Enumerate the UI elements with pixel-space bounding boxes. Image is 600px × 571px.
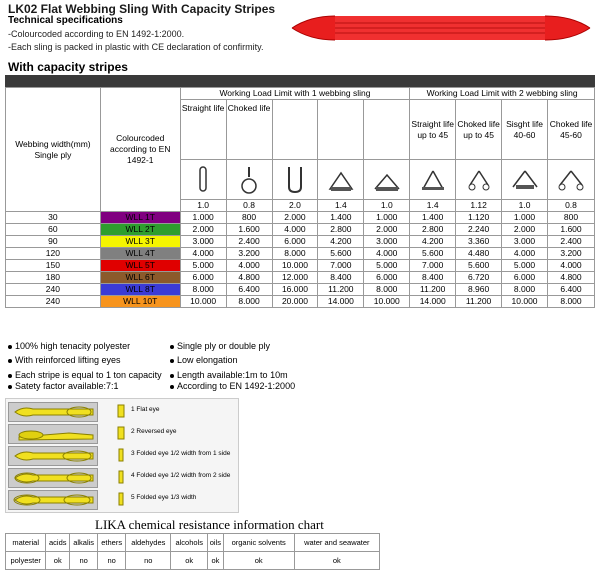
value-cell: 5.600 [318, 248, 364, 260]
chem-header-cell: oils [208, 534, 224, 552]
chem-value-cell: ok [223, 552, 294, 570]
chem-value-cell: no [98, 552, 126, 570]
value-cell: 12.000 [272, 272, 318, 284]
table-row [6, 212, 595, 224]
eye-types-panel [5, 398, 239, 513]
value-cell: 2.400 [226, 236, 272, 248]
value-cell: 6.400 [226, 284, 272, 296]
wll-colour-cell: WLL 5T [100, 260, 180, 272]
value-cell: 2.400 [548, 236, 595, 248]
wll-colour-cell: WLL 3T [100, 236, 180, 248]
value-cell: 1.600 [548, 224, 595, 236]
value-cell: 2.000 [180, 224, 226, 236]
value-cell: 2.800 [318, 224, 364, 236]
feature-item: Single ply or double ply [170, 341, 270, 351]
subhead: Choked life up to 45 [456, 100, 502, 160]
chem-title: LIKA chemical resistance information chart [95, 517, 324, 532]
table-row [6, 272, 595, 284]
value-cell: 8.000 [364, 284, 410, 296]
feature-item: 100% high tenacity polyester [8, 341, 130, 351]
basket-lift-icon [272, 160, 318, 200]
value-cell: 4.480 [456, 248, 502, 260]
value-cell: 4.000 [272, 224, 318, 236]
value-cell: 14.000 [410, 296, 456, 308]
eye-label: 1 Flat eye [131, 406, 160, 413]
value-cell: 5.600 [456, 260, 502, 272]
reversed-eye-icon [117, 426, 125, 440]
subhead [364, 100, 410, 160]
choked-lift-icon [226, 160, 272, 200]
page-title: LK02 Flat Webbing Sling With Capacity Stripes [8, 2, 276, 16]
width-cell: 180 [6, 272, 101, 284]
capacity-table [5, 87, 595, 308]
value-cell: 6.000 [272, 236, 318, 248]
value-cell: 4.000 [364, 248, 410, 260]
subhead: Straight life [180, 100, 226, 160]
value-cell: 8.000 [548, 296, 595, 308]
wll-colour-cell: WLL 1T [100, 212, 180, 224]
value-cell: 4.000 [548, 260, 595, 272]
value-cell: 800 [226, 212, 272, 224]
folded-eye-third-icon [117, 492, 125, 506]
value-cell: 20.000 [272, 296, 318, 308]
feature-item: Satety factor available:7:1 [8, 381, 119, 391]
eye-row [6, 401, 238, 421]
width-cell: 30 [6, 212, 101, 224]
factor-cell: 0.8 [548, 200, 595, 212]
value-cell: 1.600 [226, 224, 272, 236]
wll-colour-cell: WLL 8T [100, 284, 180, 296]
subhead: Choked life 45-60 [548, 100, 595, 160]
feature-item: According to EN 1492-1:2000 [170, 381, 295, 391]
two-leg-choked-wide-icon [548, 160, 595, 200]
subhead: Straight life up to 45 [410, 100, 456, 160]
width-cell: 150 [6, 260, 101, 272]
factor-cell: 1.0 [502, 200, 548, 212]
value-cell: 1.000 [502, 212, 548, 224]
chem-header-cell: material [6, 534, 46, 552]
eye-label: 3 Folded eye 1/2 width from 1 side [131, 450, 231, 457]
factor-cell: 1.0 [180, 200, 226, 212]
value-cell: 6.720 [456, 272, 502, 284]
table-row [6, 296, 595, 308]
header-bar [5, 75, 595, 87]
folded-eye-2side-icon [117, 470, 125, 484]
value-cell: 3.200 [548, 248, 595, 260]
value-cell: 11.200 [410, 284, 456, 296]
value-cell: 2.240 [456, 224, 502, 236]
value-cell: 1.400 [410, 212, 456, 224]
value-cell: 4.000 [180, 248, 226, 260]
col-colour-header: Colourcoded according to EN 1492-1 [100, 88, 180, 212]
two-leg-choked-icon [456, 160, 502, 200]
reversed-eye-image [8, 424, 98, 444]
feature-item: With reinforced lifting eyes [8, 355, 121, 365]
flat-eye-icon [117, 404, 125, 418]
width-cell: 120 [6, 248, 101, 260]
basket-angle-icon [318, 160, 364, 200]
subhead [272, 100, 318, 160]
value-cell: 2.000 [502, 224, 548, 236]
value-cell: 14.000 [318, 296, 364, 308]
chem-header-cell: aldehydes [126, 534, 171, 552]
value-cell: 11.200 [318, 284, 364, 296]
folded-eye-2side-image [8, 468, 98, 488]
eye-row [6, 445, 238, 465]
factor-cell: 1.12 [456, 200, 502, 212]
value-cell: 7.000 [318, 260, 364, 272]
chem-table [5, 533, 380, 570]
value-cell: 3.000 [364, 236, 410, 248]
group1-header: Working Load Limit with 1 webbing sling [180, 88, 410, 100]
factor-cell: 1.4 [318, 200, 364, 212]
value-cell: 6.000 [180, 272, 226, 284]
value-cell: 5.600 [410, 248, 456, 260]
wll-colour-cell: WLL 10T [100, 296, 180, 308]
value-cell: 8.000 [502, 284, 548, 296]
section-heading: With capacity stripes [8, 60, 128, 74]
chem-value-cell: no [70, 552, 98, 570]
feature-item: Each stripe is equal to 1 ton capacity [8, 370, 162, 380]
value-cell: 2.000 [364, 224, 410, 236]
eye-label: 2 Reversed eye [131, 428, 177, 435]
spec-line: -Colourcoded according to EN 1492-1:2000. [8, 29, 185, 39]
value-cell: 3.000 [180, 236, 226, 248]
chem-value-cell: ok [46, 552, 70, 570]
width-cell: 240 [6, 296, 101, 308]
value-cell: 10.000 [502, 296, 548, 308]
chem-value-cell: ok [208, 552, 224, 570]
chem-value-cell: ok [171, 552, 208, 570]
value-cell: 4.800 [548, 272, 595, 284]
value-cell: 6.000 [502, 272, 548, 284]
eye-row [6, 489, 238, 509]
value-cell: 8.400 [318, 272, 364, 284]
table-row [6, 236, 595, 248]
value-cell: 6.000 [364, 272, 410, 284]
folded-eye-1side-image [8, 446, 98, 466]
chem-header-cell: acids [46, 534, 70, 552]
chem-value-cell: polyester [6, 552, 46, 570]
flat-eye-image [8, 402, 98, 422]
folded-eye-third-image [8, 490, 98, 510]
value-cell: 16.000 [272, 284, 318, 296]
factor-cell: 2.0 [272, 200, 318, 212]
value-cell: 5.000 [364, 260, 410, 272]
factor-cell: 1.0 [364, 200, 410, 212]
wll-colour-cell: WLL 4T [100, 248, 180, 260]
value-cell: 2.800 [410, 224, 456, 236]
value-cell: 3.200 [226, 248, 272, 260]
chem-header-cell: alkalis [70, 534, 98, 552]
value-cell: 8.000 [226, 296, 272, 308]
value-cell: 4.200 [318, 236, 364, 248]
value-cell: 3.000 [502, 236, 548, 248]
subtitle: Technical specifications [8, 15, 123, 26]
value-cell: 8.960 [456, 284, 502, 296]
straight-lift-icon [180, 160, 226, 200]
value-cell: 5.000 [502, 260, 548, 272]
col-webbing-header: Webbing width(mm) Single ply [6, 88, 101, 212]
value-cell: 3.360 [456, 236, 502, 248]
two-leg-straight-wide-icon [502, 160, 548, 200]
value-cell: 1.000 [180, 212, 226, 224]
chem-value-cell: no [126, 552, 171, 570]
value-cell: 11.200 [456, 296, 502, 308]
value-cell: 1.400 [318, 212, 364, 224]
eye-label: 4 Folded eye 1/2 width from 2 side [131, 472, 231, 479]
subhead: Sisght life 40-60 [502, 100, 548, 160]
value-cell: 7.000 [410, 260, 456, 272]
value-cell: 800 [548, 212, 595, 224]
value-cell: 4.800 [226, 272, 272, 284]
table-row [6, 284, 595, 296]
value-cell: 10.000 [364, 296, 410, 308]
width-cell: 90 [6, 236, 101, 248]
two-leg-straight-icon [410, 160, 456, 200]
table-row [6, 260, 595, 272]
value-cell: 10.000 [180, 296, 226, 308]
table-row [6, 248, 595, 260]
chem-value-cell: ok [294, 552, 379, 570]
value-cell: 6.400 [548, 284, 595, 296]
chem-header-cell: organic solvents [223, 534, 294, 552]
feature-item: Low elongation [170, 355, 238, 365]
width-cell: 240 [6, 284, 101, 296]
factor-cell: 0.8 [226, 200, 272, 212]
chem-header-cell: water and seawater [294, 534, 379, 552]
factor-cell: 1.4 [410, 200, 456, 212]
value-cell: 8.000 [272, 248, 318, 260]
spec-line: -Each sling is packed in plastic with CE declaration of confirmity. [8, 42, 264, 52]
eye-row [6, 467, 238, 487]
width-cell: 60 [6, 224, 101, 236]
value-cell: 5.000 [180, 260, 226, 272]
value-cell: 2.000 [272, 212, 318, 224]
table-row [6, 224, 595, 236]
value-cell: 4.000 [502, 248, 548, 260]
chem-header-cell: ethers [98, 534, 126, 552]
feature-item: Length available:1m to 10m [170, 370, 288, 380]
folded-eye-1side-icon [117, 448, 125, 462]
value-cell: 10.000 [272, 260, 318, 272]
value-cell: 1.120 [456, 212, 502, 224]
sling-image [290, 6, 592, 51]
group2-header: Working Load Limit with 2 webbing sling [410, 88, 595, 100]
wll-colour-cell: WLL 2T [100, 224, 180, 236]
eye-row [6, 423, 238, 443]
subhead [318, 100, 364, 160]
value-cell: 1.000 [364, 212, 410, 224]
basket-wide-icon [364, 160, 410, 200]
wll-colour-cell: WLL 6T [100, 272, 180, 284]
value-cell: 8.400 [410, 272, 456, 284]
chem-header-cell: alcohols [171, 534, 208, 552]
value-cell: 4.200 [410, 236, 456, 248]
value-cell: 8.000 [180, 284, 226, 296]
value-cell: 4.000 [226, 260, 272, 272]
eye-label: 5 Folded eye 1/3 width [131, 494, 197, 501]
subhead: Choked life [226, 100, 272, 160]
